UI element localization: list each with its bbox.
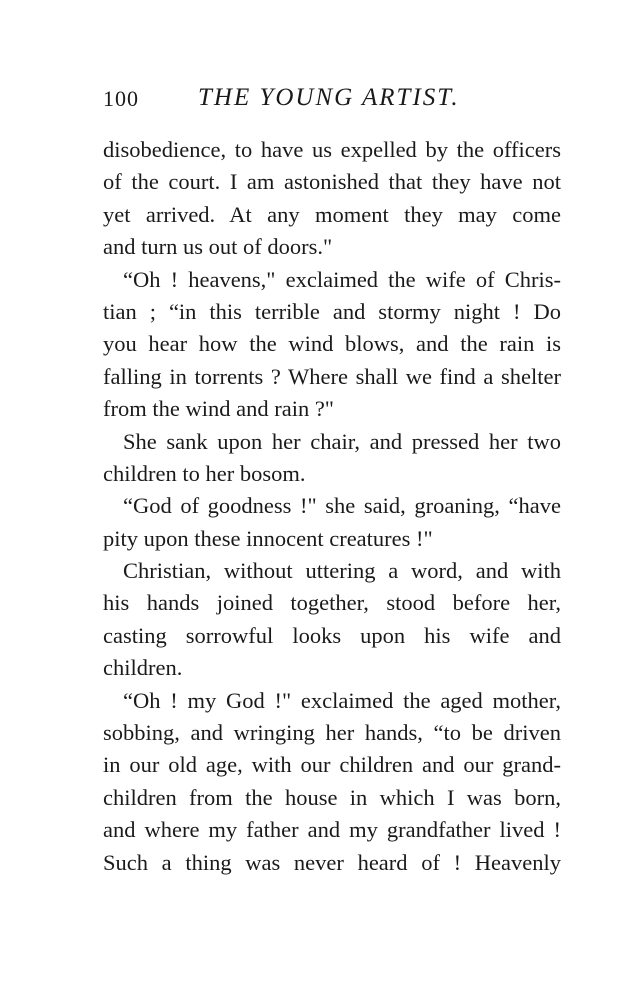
- page-header: [103, 86, 563, 120]
- text-line: Christian, without uttering a word, and with: [123, 558, 561, 584]
- text-line: children.: [103, 655, 183, 681]
- text-line: “Oh ! my God !" exclaimed the aged mother,: [123, 687, 561, 713]
- text-line: and turn us out of doors.": [103, 234, 333, 260]
- text-line: pity upon these innocent creatures !": [103, 525, 433, 551]
- text-line: his hands joined together, stood before her,: [103, 590, 561, 616]
- text-line: and where my father and my grandfather lived !: [103, 817, 561, 843]
- page-number: 100: [103, 86, 139, 111]
- text-line: “Oh ! heavens," exclaimed the wife of Chris-: [123, 266, 561, 292]
- running-title: THE YOUNG ARTIST.: [198, 84, 460, 111]
- text-line: casting sorrowful looks upon his wife and: [103, 622, 561, 648]
- text-line: from the wind and rain ?": [103, 396, 334, 422]
- text-line: tian ; “in this terrible and stormy night ! Do: [103, 298, 561, 324]
- text-line: children from the house in which I was born,: [103, 784, 561, 810]
- text-line: in our old age, with our children and our grand-: [103, 752, 561, 778]
- text-line: disobedience, to have us expelled by the officers: [103, 137, 561, 162]
- text-line: of the court. I am astonished that they have not: [103, 169, 561, 195]
- text-line: sobbing, and wringing her hands, “to be driven: [103, 720, 561, 746]
- text-line: you hear how the wind blows, and the rain is: [103, 331, 561, 357]
- text-line: children to her bosom.: [103, 460, 306, 486]
- text-line: falling in torrents ? Where shall we find a shelter: [103, 363, 561, 389]
- text-line: Such a thing was never heard of ! Heavenly: [103, 849, 561, 875]
- body-text: [103, 134, 561, 879]
- text-line: She sank upon her chair, and pressed her two: [123, 428, 561, 454]
- text-line: “God of goodness !" she said, groaning, “have: [123, 493, 561, 519]
- text-line: yet arrived. At any moment they may come: [103, 201, 561, 227]
